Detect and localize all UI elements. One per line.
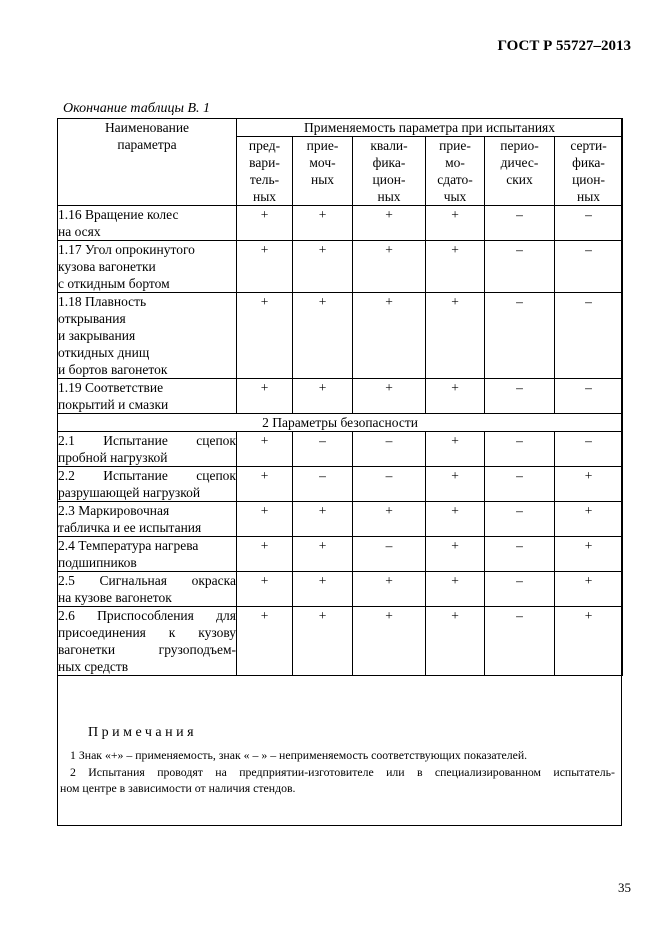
parameter-name: 2.3 Маркировочная табличка и ее испытания xyxy=(58,502,237,537)
mark-cell: + xyxy=(353,293,426,379)
section-title: 2 Параметры безопасности xyxy=(58,414,623,432)
mark-cell: – xyxy=(555,432,623,467)
page-number: 35 xyxy=(618,880,631,895)
mark-cell: + xyxy=(426,537,485,572)
mark-cell: + xyxy=(353,379,426,414)
note-item: 2 Испытания проводят на предприятии-изготовителе или в специализированном испытатель- xyxy=(70,765,615,779)
mark-cell: + xyxy=(353,206,426,241)
mark-cell: + xyxy=(293,537,353,572)
table-row xyxy=(58,241,623,293)
mark-cell: – xyxy=(555,206,623,241)
mark-cell: – xyxy=(485,502,555,537)
mark-cell: + xyxy=(353,241,426,293)
note-item: 1 Знак «+» – применяемость, знак « – » – неприменяемость соответствующих показателей. xyxy=(70,748,528,762)
test-column-header: перио- дичес- ских xyxy=(485,137,555,206)
table-row xyxy=(58,537,623,572)
mark-cell: – xyxy=(555,293,623,379)
parameter-name: 2.5 Сигнальная окраска на кузове вагонеток xyxy=(58,573,236,605)
mark-cell: – xyxy=(293,467,353,502)
mark-cell: + xyxy=(237,502,293,537)
table-row xyxy=(58,607,623,676)
mark-cell: – xyxy=(485,572,555,607)
mark-cell: + xyxy=(237,572,293,607)
mark-cell: + xyxy=(293,293,353,379)
test-column-header: серти- фика- цион- ных xyxy=(555,137,623,206)
mark-cell: – xyxy=(485,467,555,502)
mark-cell: + xyxy=(293,572,353,607)
mark-cell: + xyxy=(293,206,353,241)
notes-title: Примечания xyxy=(88,725,198,740)
mark-cell: – xyxy=(485,432,555,467)
mark-cell: + xyxy=(293,607,353,676)
mark-cell: + xyxy=(353,572,426,607)
mark-cell: – xyxy=(485,537,555,572)
document-code: ГОСТ Р 55727–2013 xyxy=(497,38,631,54)
applicability-group-header: Применяемость параметра при испытаниях xyxy=(237,119,623,137)
mark-cell: – xyxy=(293,432,353,467)
mark-cell: + xyxy=(426,432,485,467)
parameter-name: 2.4 Температура нагрева подшипников xyxy=(58,537,237,572)
parameter-name: 1.19 Соответствие покрытий и смазки xyxy=(58,379,237,414)
mark-cell: + xyxy=(237,467,293,502)
mark-cell: – xyxy=(353,432,426,467)
section-row xyxy=(58,414,623,432)
mark-cell: – xyxy=(485,379,555,414)
mark-cell: + xyxy=(293,379,353,414)
mark-cell: + xyxy=(293,241,353,293)
mark-cell: + xyxy=(426,572,485,607)
table-row xyxy=(58,502,623,537)
mark-cell: – xyxy=(485,607,555,676)
mark-cell: + xyxy=(237,206,293,241)
mark-cell: + xyxy=(237,432,293,467)
mark-cell: + xyxy=(426,502,485,537)
applicability-table xyxy=(57,118,623,676)
mark-cell: – xyxy=(353,467,426,502)
table-row xyxy=(58,379,623,414)
table-row xyxy=(58,293,623,379)
mark-cell: + xyxy=(237,379,293,414)
parameter-name: 1.16 Вращение колес на осях xyxy=(58,206,237,241)
mark-cell: + xyxy=(237,293,293,379)
mark-cell: + xyxy=(353,502,426,537)
mark-cell: + xyxy=(426,293,485,379)
mark-cell: + xyxy=(237,241,293,293)
mark-cell: + xyxy=(426,241,485,293)
mark-cell: + xyxy=(237,607,293,676)
table-row xyxy=(58,572,623,607)
note-item: ном центре в зависимости от наличия стендов. xyxy=(60,781,296,795)
test-column-header: прие- мо- сдато- чых xyxy=(426,137,485,206)
mark-cell: + xyxy=(426,379,485,414)
mark-cell: + xyxy=(426,607,485,676)
mark-cell: – xyxy=(485,206,555,241)
table-row xyxy=(58,467,623,502)
mark-cell: + xyxy=(555,502,623,537)
mark-cell: + xyxy=(353,607,426,676)
parameter-name: 1.17 Угол опрокинутого кузова вагонетки с откидным бортом xyxy=(58,241,237,293)
mark-cell: + xyxy=(555,537,623,572)
mark-cell: + xyxy=(426,206,485,241)
mark-cell: + xyxy=(555,467,623,502)
mark-cell: – xyxy=(555,379,623,414)
parameter-name: 2.6 Приспособления для присоединения к кузову вагонетки грузоподъем- ных средств xyxy=(58,608,236,674)
parameter-name: 1.18 Плавность открывания и закрывания откидных днищ и бортов вагонеток xyxy=(58,293,237,379)
test-column-header: прие- моч- ных xyxy=(293,137,353,206)
mark-cell: + xyxy=(555,607,623,676)
mark-cell: – xyxy=(555,241,623,293)
table-caption: Окончание таблицы В. 1 xyxy=(63,101,211,116)
mark-cell: – xyxy=(353,537,426,572)
parameter-name: 2.2 Испытание сцепок разрушающей нагрузкой xyxy=(58,468,236,500)
mark-cell: + xyxy=(293,502,353,537)
table-row xyxy=(58,432,623,467)
mark-cell: + xyxy=(237,537,293,572)
parameter-name: 2.1 Испытание сцепок пробной нагрузкой xyxy=(58,433,236,465)
test-column-header: пред- вари- тель- ных xyxy=(237,137,293,206)
mark-cell: – xyxy=(485,293,555,379)
mark-cell: + xyxy=(555,572,623,607)
test-column-header: квали- фика- цион- ных xyxy=(353,137,426,206)
table-row xyxy=(58,206,623,241)
parameter-name-header: Наименование параметра xyxy=(58,119,237,206)
mark-cell: + xyxy=(426,467,485,502)
mark-cell: – xyxy=(485,241,555,293)
